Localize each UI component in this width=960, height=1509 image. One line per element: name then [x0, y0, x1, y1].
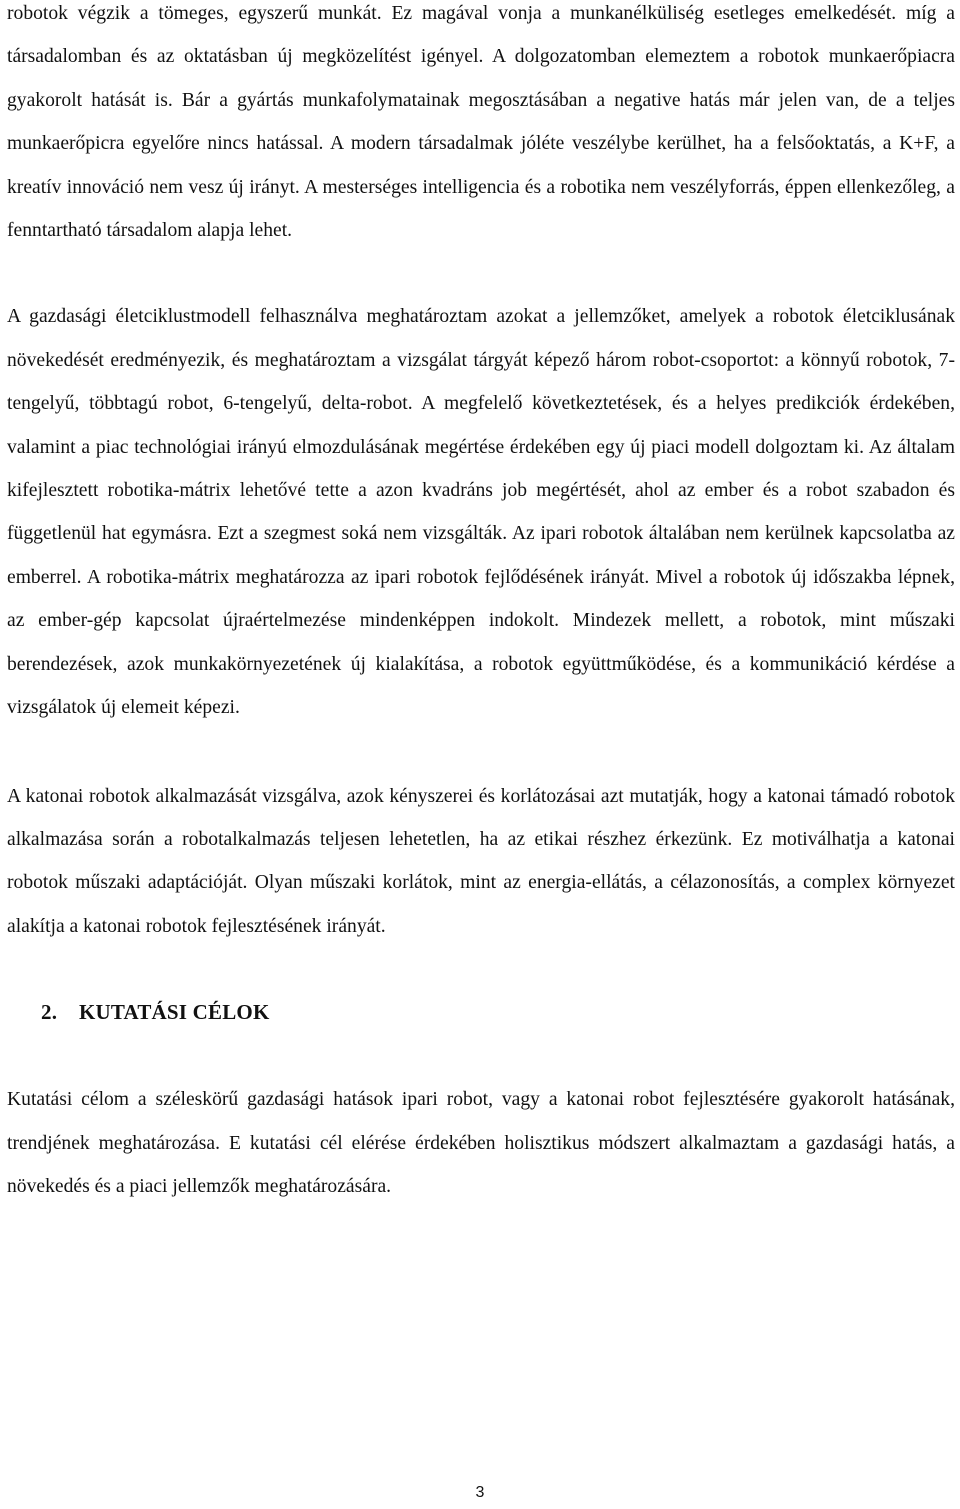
paragraph-spacer	[7, 1034, 955, 1078]
paragraph-lifecycle-model: A gazdasági életciklustmodell felhasználva meghatároztam azokat a jellemzőket, amelyek a robotok életciklusának növekedését eredményezik, és meghatároztam a vizsgálat tárgyát képező három robot-csoportot: a könnyű robotok, 7-tengelyű, többtagú robot, 6-tengelyű, delta-robot. A megfelelő következtetések, és a helyes predikciók érdekében, valamint a piac technológiai irányú elmozdulásának megértése érdekében egy új piaci modell dolgoztam ki. Az általam kifejlesztett robotika-mátrix lehetővé tette a azon kvadráns job megértését, ahol az ember és a robot szabadon és függetlenül hat egymásra. Ezt a szegmest soká nem vizsgálták. Az ipari robotok általában nem kerülnek kapcsolatba az emberrel. A robotika-mátrix meghatározza az ipari robotok fejlődésének irányát. Mivel a robotok új időszakba lépnek, az ember-gép kapcsolat újraértelmezése mindenképpen indokolt. Mindezek mellett, a robotok, mint műszaki berendezések, azok munkakörnyezetének új kialakítása, a robotok együttműködése, és a kommunikáció kérdése a vizsgálatok új elemeit képezi.	[7, 306, 955, 719]
paragraph-spacer	[7, 252, 955, 295]
paragraph-research-goals: Kutatási célom a széleskörű gazdasági hatások ipari robot, vagy a katonai robot fejlesztésére gyakorolt hatásának, trendjének meghatározása. E kutatási cél elérése érdekében holisztikus módszert alkalmaztam a gazdasági hatás, a növekedés és a piaci jellemzők meghatározására.	[7, 1089, 955, 1197]
page-number: 3	[475, 1484, 485, 1501]
section-title: KUTATÁSI CÉLOK	[79, 1000, 270, 1025]
paragraph-military-robots: A katonai robotok alkalmazását vizsgálva, azok kényszerei és korlátozásai azt mutatják, hogy a katonai támadó robotok alkalmazása során a robotalkalmazás teljesen lehetetlen, ha az etikai részhez érkezünk. Ez motiválhatja a katonai robotok műszaki adaptációját. Olyan műszaki korlátok, mint az energia-ellátás, a célazonosítás, a complex környezet alakítja a katonai robotok fejlesztésének irányát.	[7, 785, 955, 937]
section-number: 2.	[41, 1000, 58, 1025]
paragraph-spacer	[7, 948, 955, 991]
section-heading	[7, 991, 955, 1034]
paragraph-unemployment: robotok végzik a tömeges, egyszerű munkát. Ez magával vonja a munkanélküliség esetleges emelkedését. míg a társadalomban és az oktatásban új megközelítést igényel. A dolgozatomban elemeztem a robotok munkaerőpiacra gyakorolt hatását is. Bár a gyártás munkafolymatainak megosztásában a negative hatás már jelen van, de a teljes munkaerőpicra egyelőre nincs hatással. A modern társadalmak jóléte veszélybe kerülhet, ha a felsőoktatás, a K+F, a kreatív innováció nem vesz új irányt. A mesterséges intelligencia és a robotika nem veszélyforrás, éppen ellenkezőleg, a fenntartható társadalom alapja lehet.	[7, 3, 955, 242]
paragraph-spacer	[7, 730, 955, 775]
page-body	[7, 0, 955, 1208]
